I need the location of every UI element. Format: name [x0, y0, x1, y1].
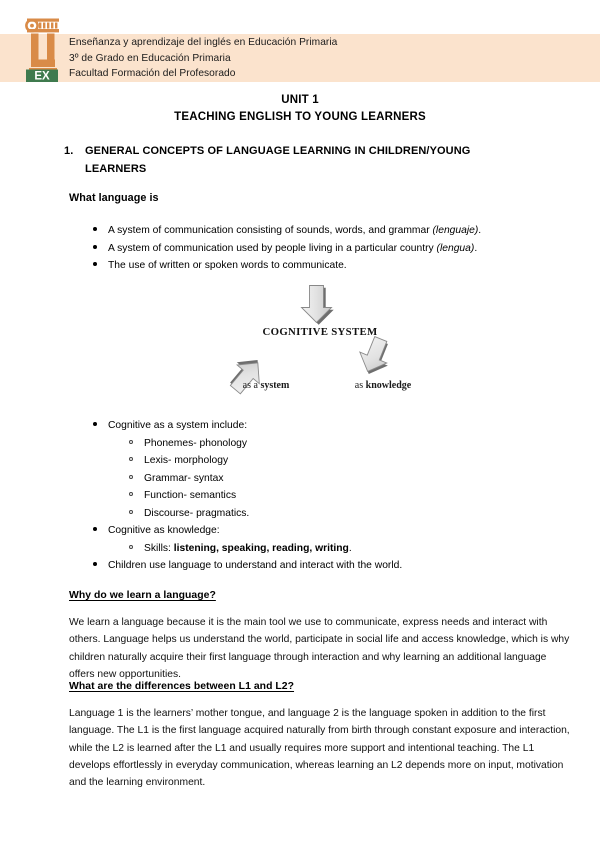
list-item-text — [108, 243, 477, 254]
list-item-text: Cognitive as knowledge: — [108, 525, 220, 536]
list-item — [0, 452, 600, 470]
list-item — [0, 557, 600, 575]
list-item-text: Function- semantics — [144, 490, 237, 501]
cognitive-breakdown-list — [0, 417, 600, 575]
subject-title: TEACHING ENGLISH TO YOUNG LEARNERS — [174, 111, 426, 123]
bullet-dot-icon — [93, 240, 97, 258]
language-definition-list — [0, 222, 600, 275]
list-item-text: Grammar- syntax — [144, 472, 224, 484]
bullet-circle-icon — [129, 470, 133, 488]
bullet-circle-icon — [129, 505, 133, 523]
list-item — [0, 522, 600, 540]
diagram-left-prefix: as a — [242, 380, 261, 391]
list-item-text: Discourse- pragmatics. — [144, 507, 250, 519]
diagonal-arrow-right-icon — [353, 334, 396, 380]
subheading-what-language-is: What language is — [69, 192, 159, 204]
diagram-right-prefix: as — [354, 380, 366, 391]
list-item-text-main: A system of communication consisting of sounds, words, and grammar — [108, 225, 433, 236]
bullet-circle-icon — [129, 540, 133, 558]
bullet-dot-icon — [93, 257, 97, 275]
list-item — [0, 257, 600, 275]
list-item-text: Phonemes- phonology — [144, 437, 248, 449]
list-item — [0, 540, 600, 558]
diagram-right-bold: knowledge — [365, 380, 412, 391]
diagram-label-as-a-system — [206, 380, 326, 391]
list-item-text-italic: (lengua) — [436, 242, 475, 254]
bullet-dot-icon — [93, 222, 97, 240]
bullet-circle-icon — [129, 452, 133, 470]
bullet-circle-icon — [129, 487, 133, 505]
list-item-text — [108, 260, 347, 271]
list-item-text-main: A system of communication used by people living in a particular country — [108, 242, 437, 254]
list-item-text — [108, 225, 481, 236]
list-item — [0, 505, 600, 523]
list-item-text-tail: . — [478, 225, 482, 236]
cognitive-system-diagram — [180, 282, 460, 407]
bullet-circle-icon — [129, 435, 133, 453]
section-1-heading — [64, 143, 525, 178]
question-2-paragraph: Language 1 is the learners’ mother tongue, and language 2 is the language spoken in addition to the first language. The L1 is the first language acquired naturally from birth through constant exposure and interaction, while the L2 is learned after the L1 and usually requires more support and intentional teaching. The L1 develops effortlessly in everyday communication, whereas learning an L2 depends more on input, motivation and the learning environment. — [69, 708, 570, 789]
question-2-heading: What are the differences between L1 and L2? — [69, 681, 295, 692]
list-item-text-italic: (lenguaje) — [432, 225, 479, 236]
diagram-label-cognitive-system: COGNITIVE SYSTEM — [262, 326, 378, 338]
list-item — [0, 417, 600, 435]
list-item-text-main: Skills: — [144, 542, 174, 554]
header-course-info — [69, 35, 489, 82]
header-line-1: Enseñanza y aprendizaje del inglés en Educación Primaria — [69, 37, 338, 48]
svg-text:EX: EX — [34, 70, 50, 83]
diagonal-arrow-left-icon — [223, 351, 271, 399]
header-line-2: 3º de Grado en Educación Primaria — [69, 52, 231, 64]
list-item-text — [144, 543, 352, 554]
list-item-text: Children use language to understand and interact with the world. — [108, 560, 403, 571]
list-item-text-tail: . — [474, 242, 478, 254]
list-item-text: Lexis- morphology — [144, 455, 229, 466]
list-item — [0, 435, 600, 453]
unit-title: UNIT 1 — [281, 94, 319, 106]
list-item — [0, 487, 600, 505]
list-item — [0, 222, 600, 240]
bullet-dot-icon — [93, 417, 97, 435]
list-item-text-main: The use of written or spoken words to communicate. — [108, 260, 347, 271]
diagram-label-as-knowledge — [323, 380, 443, 391]
list-item-text: Cognitive as a system include: — [108, 420, 248, 431]
section-1-title: GENERAL CONCEPTS OF LANGUAGE LEARNING IN CHILDREN/YOUNG LEARNERS — [85, 145, 471, 175]
list-item — [0, 240, 600, 258]
uex-logo — [18, 17, 64, 83]
list-item — [0, 470, 600, 488]
diagram-left-bold: system — [260, 380, 290, 391]
list-item-text-tail: . — [348, 542, 352, 554]
question-1-heading: Why do we learn a language? — [69, 590, 216, 601]
bullet-dot-icon — [93, 557, 97, 575]
list-item-text-bold: listening, speaking, reading, writing — [173, 542, 349, 554]
section-1-number: 1. — [64, 145, 74, 157]
down-arrow-icon — [302, 286, 334, 325]
bullet-dot-icon — [93, 522, 97, 540]
question-1-paragraph: We learn a language because it is the main tool we use to communicate, express needs and interact with others. Language helps us understand the world, participate in social life and access knowledge, which is why children naturally acquire their first language through interaction and why learning an additional language offers new opportunities. — [69, 617, 570, 680]
header-line-3: Facultad Formación del Profesorado — [69, 68, 236, 80]
document-title — [0, 92, 600, 126]
